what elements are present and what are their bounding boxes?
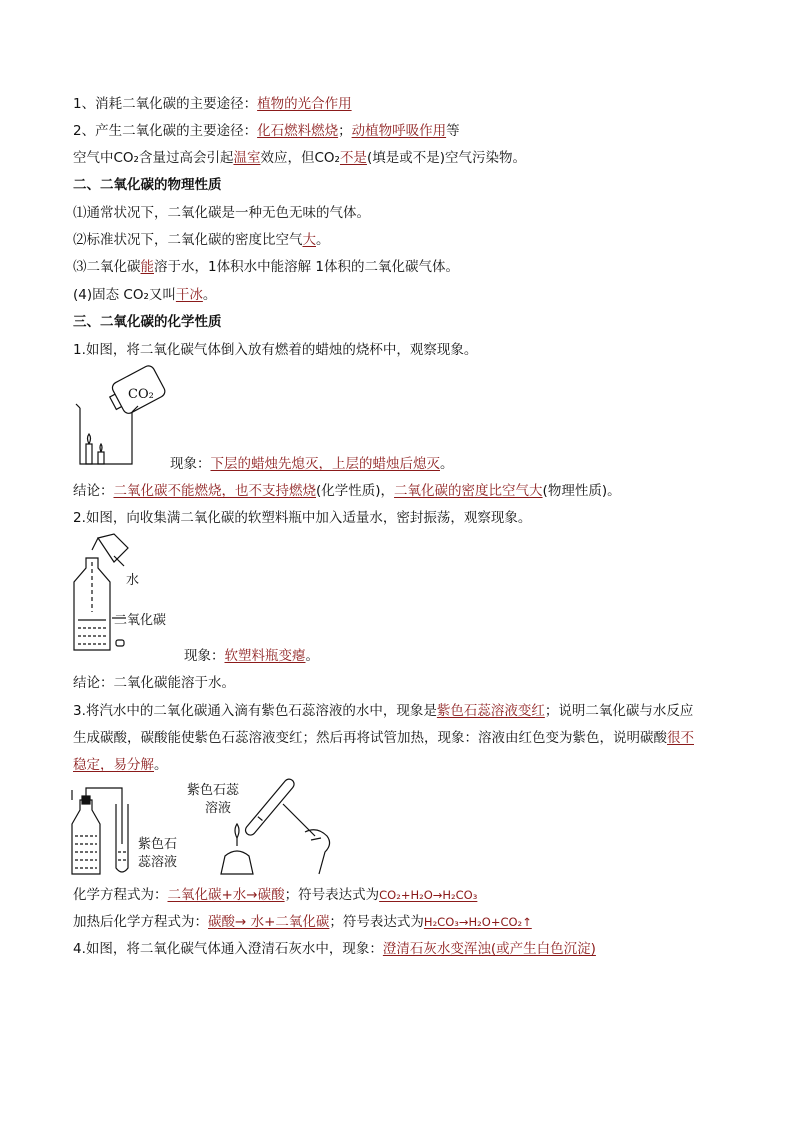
litmus-label: 蕊溶液 [138,855,178,870]
answer: 二氧化碳不能燃烧，也不支持燃烧 [113,483,316,499]
question-2-observation [184,646,319,666]
soda-tube-figure [70,784,200,876]
text: 化学方程式为： [73,887,168,903]
question-3-line-2 [73,728,694,748]
question-4 [73,939,596,959]
line-consume-co2 [73,94,352,114]
text: ；符号表达式为 [284,887,380,903]
text: ；说明二氧化碳与水反应 [544,703,694,719]
text: 。 [440,456,454,472]
text: 1、消耗二氧化碳的主要途径： [73,96,258,112]
answer: 二氧化碳的密度比空气大 [394,483,543,499]
equation-1 [73,885,477,905]
text: 现象： [184,648,225,664]
line-produce-co2 [73,121,460,141]
text: 结论： [73,483,114,499]
heating-tube-figure [185,778,345,878]
answer: 温室 [233,150,261,166]
text: 生成碳酸，碳酸能使紫色石蕊溶液变红；然后再将试管加热，现象：溶液由红色变为紫色，说明碳酸 [73,730,667,746]
text: 4.如图，将二氧化碳气体通入澄清石灰水中，现象： [73,941,383,957]
question-3-line-1 [73,701,693,721]
text: 。 [316,232,330,248]
question-2: 2.如图，向收集满二氧化碳的软塑料瓶中加入适量水，密封振荡，观察现象。 [73,510,532,526]
answer: 植物的光合作用 [257,96,352,112]
answer: 化石燃料燃烧 [257,123,339,139]
answer: 碳酸→ 水+二氧化碳 [208,914,330,930]
text: 现象： [170,456,211,472]
text: ； [338,123,352,139]
line-physical-3 [73,257,459,277]
text: (化学性质)， [316,483,395,499]
beaker-candles-figure [72,360,172,470]
text: 3.将汽水中的二氧化碳通入滴有紫色石蕊溶液的水中，现象是 [73,703,437,719]
litmus-label: 溶液 [205,801,232,816]
section-heading-physical: 二、二氧化碳的物理性质 [73,177,222,193]
line-physical-1: ⑴通常状况下，二氧化碳是一种无色无味的气体。 [73,205,370,221]
answer: CO₂+H₂O→H₂CO₃ [379,888,478,902]
text: 。 [154,757,168,773]
litmus-label: 紫色石蕊 [187,783,240,798]
line-physical-4 [73,285,216,305]
answer: 干冰 [175,287,203,303]
line-greenhouse [73,148,526,168]
answer: 大 [302,232,316,248]
co2-label: 二氧化碳 [114,613,167,628]
answer: 不是 [339,150,367,166]
question-1-conclusion [73,481,621,501]
answer: 澄清石灰水变浑浊(或产生白色沉淀) [382,941,596,957]
text: (填是或不是)空气污染物。 [366,150,526,166]
text: 效应，但CO₂ [260,150,340,166]
answer: 很不 [667,730,694,746]
co2-label: CO₂ [128,387,154,402]
text: ⑶二氧化碳 [73,259,141,275]
answer: 软塑料瓶变瘪 [224,648,306,664]
section-heading-chemical: 三、二氧化碳的化学性质 [73,314,222,330]
question-3-line-3 [73,755,168,775]
answer: 二氧化碳+水→碳酸 [167,887,285,903]
answer: 动植物呼吸作用 [351,123,447,139]
text: (4)固态 CO₂又叫 [73,287,176,303]
text: (物理性质)。 [542,483,621,499]
text: 溶于水，1体积水中能溶解 1体积的二氧化碳气体。 [154,259,459,275]
text: 。 [202,287,217,303]
answer: 下层的蜡烛先熄灭，上层的蜡烛后熄灭 [210,456,440,472]
plastic-bottle-figure [70,532,200,662]
text: 。 [305,648,319,664]
answer: 稳定，易分解 [73,757,154,773]
text: ⑵标准状况下，二氧化碳的密度比空气 [73,232,303,248]
text: 空气中CO₂含量过高会引起 [73,150,234,166]
text: 加热后化学方程式为： [73,914,208,930]
answer: 能 [140,259,154,275]
question-1: 1.如图，将二氧化碳气体倒入放有燃着的蜡烛的烧杯中，观察现象。 [73,342,478,358]
text: 2、产生二氧化碳的主要途径： [73,123,258,139]
answer: H₂CO₃→H₂O+CO₂↑ [423,915,532,929]
litmus-label: 紫色石 [138,837,178,852]
question-1-observation [170,454,454,474]
line-physical-2 [73,230,330,250]
text: ；符号表达式为 [329,914,424,930]
question-2-conclusion: 结论：二氧化碳能溶于水。 [73,675,235,691]
water-label: 水 [126,573,140,588]
equation-2 [73,912,532,932]
answer: 紫色石蕊溶液变红 [436,703,545,719]
text: 等 [446,123,460,139]
